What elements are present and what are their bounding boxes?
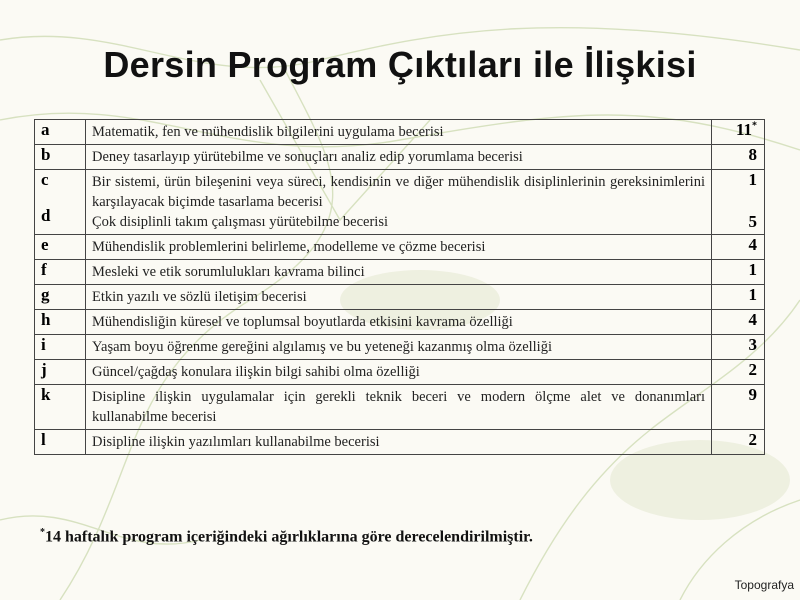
outcome-letter: i <box>35 335 86 360</box>
program-outcomes-table <box>34 119 765 455</box>
outcome-description: Bir sistemi, ürün bileşenini veya süreci, kendisinin ve diğer mühendislik disiplinlerinin gereksinimlerini karşılayacak biçimde tasarlama becerisi <box>92 174 705 210</box>
outcome-description: Disipline ilişkin yazılımları kullanabilme becerisi <box>86 430 712 455</box>
outcome-description: Mesleki ve etik sorumlulukları kavrama bilinci <box>86 260 712 285</box>
outcome-description: Mühendisliğin küresel ve toplumsal boyutlarda etkisini kavrama özelliği <box>86 310 712 335</box>
outcome-value: 3 <box>712 335 765 360</box>
outcome-value: 4 <box>712 310 765 335</box>
table-row <box>35 385 765 430</box>
outcome-description: Deney tasarlayıp yürütebilme ve sonuçları analiz edip yorumlama becerisi <box>86 145 712 170</box>
outcome-description: Disipline ilişkin uygulamalar için gerekli teknik beceri ve modern ölçme alet ve donanımları kullanabilme becerisi <box>86 385 712 430</box>
outcome-letter: a <box>35 120 86 145</box>
outcome-letter: e <box>35 235 86 260</box>
outcome-value: 1 <box>712 260 765 285</box>
outcome-letter: f <box>35 260 86 285</box>
outcome-value: 8 <box>712 145 765 170</box>
table-row <box>35 285 765 310</box>
footer-label: Topografya <box>734 578 794 592</box>
table-row <box>35 170 765 235</box>
outcome-description: Çok disiplinli takım çalışması yürütebilme becerisi <box>92 214 388 230</box>
table-row <box>35 120 765 145</box>
outcome-description: Güncel/çağdaş konulara ilişkin bilgi sahibi olma özelliği <box>86 360 712 385</box>
outcome-description: Mühendislik problemlerini belirleme, modelleme ve çözme becerisi <box>86 235 712 260</box>
page-title: Dersin Program Çıktıları ile İlişkisi <box>103 44 697 85</box>
outcome-description-pair <box>86 170 712 235</box>
table-row <box>35 260 765 285</box>
outcome-letter: b <box>35 145 86 170</box>
outcome-letter: k <box>35 385 86 430</box>
table-row <box>35 430 765 455</box>
footnote-mark: * <box>40 527 45 538</box>
outcome-description: Matematik, fen ve mühendislik bilgilerini uygulama becerisi <box>86 120 712 145</box>
outcome-value: 1 <box>748 170 757 189</box>
outcome-letter: g <box>35 285 86 310</box>
outcome-value: 4 <box>712 235 765 260</box>
outcome-letter: h <box>35 310 86 335</box>
table-row <box>35 360 765 385</box>
outcome-value: 2 <box>712 360 765 385</box>
outcome-value <box>712 120 765 145</box>
value-mark: * <box>752 120 757 132</box>
value-number: 11 <box>735 120 752 139</box>
outcome-letter: l <box>35 430 86 455</box>
footnote <box>40 527 533 546</box>
table-row <box>35 235 765 260</box>
outcome-value: 9 <box>712 385 765 430</box>
outcome-letter: d <box>41 206 51 225</box>
table-row <box>35 145 765 170</box>
table-row <box>35 335 765 360</box>
outcome-value: 5 <box>748 212 757 231</box>
outcome-value: 1 <box>712 285 765 310</box>
footnote-text: 14 haftalık program içeriğindeki ağırlıklarına göre derecelendirilmiştir. <box>45 528 533 546</box>
outcome-letter-pair <box>35 170 86 235</box>
outcome-description: Yaşam boyu öğrenme gereğini algılamış ve bu yeteneği kazanmış olma özelliği <box>86 335 712 360</box>
table-row <box>35 310 765 335</box>
outcome-letter: c <box>41 170 49 189</box>
outcome-letter: j <box>35 360 86 385</box>
outcome-description: Etkin yazılı ve sözlü iletişim becerisi <box>86 285 712 310</box>
outcome-value-pair <box>712 170 765 235</box>
outcome-value: 2 <box>712 430 765 455</box>
